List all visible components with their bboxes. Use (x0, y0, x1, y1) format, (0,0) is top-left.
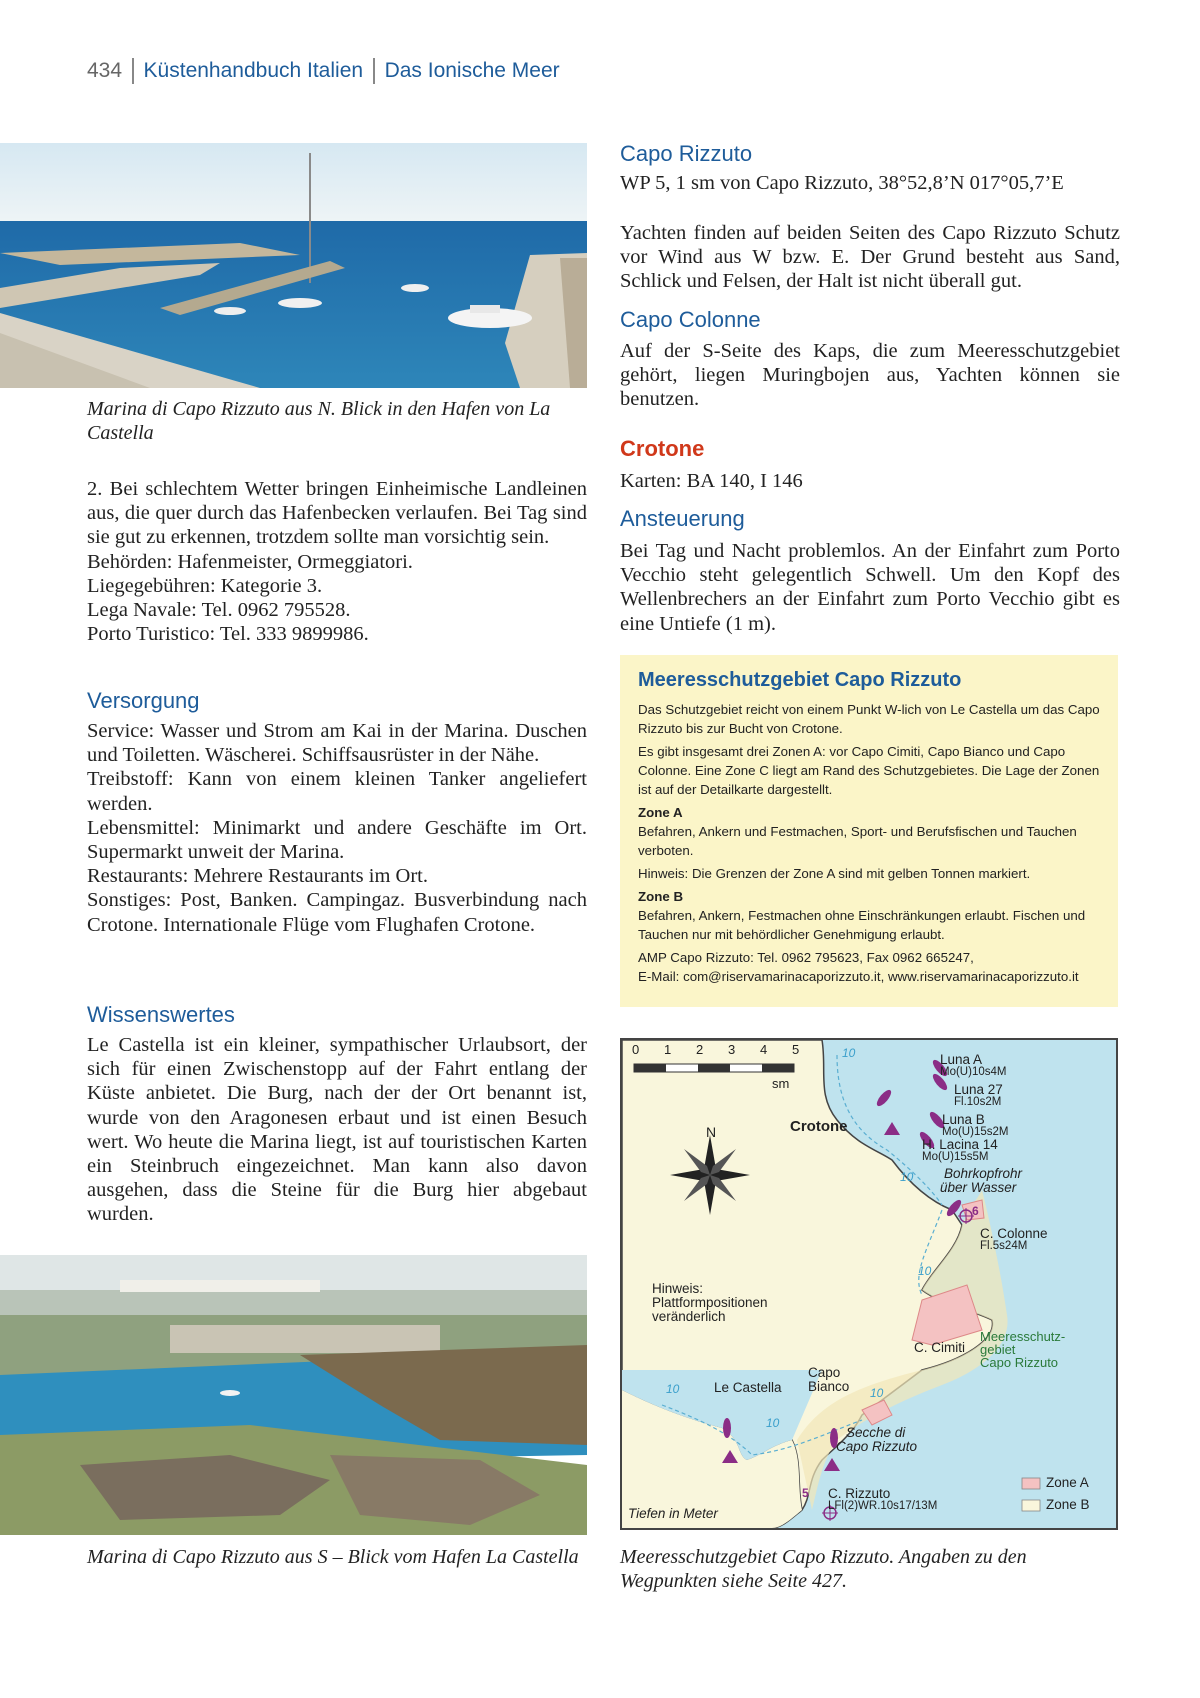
info-box-marine-reserve (620, 655, 1118, 1007)
scale-tick: 1 (664, 1042, 672, 1057)
paragraph: 2. Bei schlechtem Wetter bringen Einheimische Landleinen aus, die quer durch das Hafenbecken verlaufen. Bei Tag sind sie gut zu erkennen, trotzdem sollte man vorsichtig sein. (87, 478, 587, 549)
capo-colonne-text: Auf der S-Seite des Kaps, die zum Meeresschutzgebiet gehört, liegen Muringbojen aus, Yachten können sie benutzen. (620, 340, 1120, 411)
reserve-label: Meeresschutz- (980, 1329, 1066, 1344)
depth-label: 10 (918, 1264, 932, 1278)
contact-line: E-Mail: com@riservamarinacaporizzuto.it, www.riservamarinacaporizzuto.it (638, 969, 1079, 984)
heading-versorgung: Versorgung (87, 688, 200, 713)
paragraph: Restaurants: Mehrere Restaurants im Ort. (87, 865, 429, 888)
paragraph: Service: Wasser und Strom am Kai in der Marina. Duschen und Toiletten. Wäscherei. Schiffsausrüster in der Nähe. (87, 720, 587, 767)
map-caption: Meeresschutzgebiet Capo Rizzuto. Angaben zu den Wegpunkten siehe Seite 427. (620, 1546, 1027, 1592)
scale-unit: sm (772, 1076, 790, 1091)
crotone-charts: Karten: BA 140, I 146 (620, 470, 803, 492)
light-characteristic: Fl.10s2M (954, 1096, 1002, 1108)
photo-caption-north: Marina di Capo Rizzuto aus N. Blick in den Hafen von La Castella (87, 398, 551, 444)
cape-bianco: Bianco (808, 1379, 850, 1394)
paragraph: Behörden: Hafenmeister, Ormeggiatori. (87, 550, 413, 573)
cape-cimiti: C. Cimiti (914, 1340, 965, 1355)
left-intro (87, 477, 587, 646)
legend-zone-a: Zone A (1046, 1475, 1089, 1490)
depth-label: 10 (900, 1170, 914, 1184)
depth-label: 10 (666, 1382, 680, 1396)
heading-wissenswertes: Wissenswertes (87, 1002, 235, 1027)
map-note: veränderlich (652, 1309, 726, 1324)
harbour-photo-north (0, 143, 587, 388)
light-characteristic: Mo(U)15s5M (922, 1151, 989, 1163)
zone-b-heading: Zone B (638, 889, 684, 904)
depth-label: 10 (870, 1386, 884, 1400)
shoal-label: Secche di (846, 1425, 906, 1440)
zone-b-text: Befahren, Ankern, Festmachen ohne Einschränkungen erlaubt. Fischen und Tauchen nur mit behördlicher Genehmigung erlaubt. (638, 908, 1086, 942)
map-note: Plattformpositionen (652, 1295, 768, 1310)
chapter-title: Das Ionische Meer (384, 59, 560, 82)
zone-a-heading: Zone A (638, 805, 683, 820)
light-characteristic: LFl(2)WR.10s17/13M (828, 1500, 938, 1512)
heading-crotone: Crotone (620, 436, 705, 461)
buoy-h-lacina: H. Lacina 14 (922, 1137, 998, 1152)
zone-a-text: Befahren, Ankern und Festmachen, Sport- und Berufsfischen und Tauchen verboten. (638, 824, 1077, 858)
header-divider (132, 58, 134, 84)
info-box-note: Hinweis: Die Grenzen der Zone A sind mit gelben Tonnen markiert. (638, 866, 1031, 881)
paragraph: Le Castella ist ein kleiner, sympathischer Urlaubsort, der sich für einen Zwischenstopp auf der Fahrt entlang der Küste anbietet. Die Burg, nach der der Ort benannt ist, wurde von den Aragonesen erbaut und ist einen Besuch wert. Wo heute die Marina liegt, ist auf touristischen Karten ein Steinbruch eingezeichnet. Man kann also davon ausgehen, dass die Steine für die Burg hier abgebaut wurden. (87, 1034, 587, 1226)
north-label: N (706, 1124, 717, 1140)
cape-rizzuto: C. Rizzuto (828, 1486, 891, 1501)
waypoint-label: 5 (802, 1486, 809, 1500)
scale-tick: 2 (696, 1042, 704, 1057)
paragraph: Porto Turistico: Tel. 333 9899986. (87, 623, 369, 646)
buoy-luna-b: Luna B (942, 1112, 985, 1127)
paragraph: Lebensmittel: Minimarkt und andere Geschäfte im Ort. Supermarkt unweit der Marina. (87, 816, 587, 864)
nautical-map (620, 1038, 1118, 1530)
versorgung-section (87, 719, 587, 937)
light-characteristic: Mo(U)10s4M (940, 1066, 1007, 1078)
map-note: Hinweis: (652, 1281, 704, 1296)
obstruction-note: über Wasser (940, 1180, 1017, 1195)
paragraph: Sonstiges: Post, Banken. Campingaz. Busverbindung nach Crotone. Internationale Flüge vom Flughafen Crotone. (87, 889, 587, 936)
place-crotone: Crotone (790, 1118, 848, 1135)
paragraph: Treibstoff: Kann von einem kleinen Tanker angeliefert werden. (87, 768, 587, 815)
obstruction-note: Bohrkopfrohr (944, 1166, 1023, 1181)
heading-ansteuerung: Ansteuerung (620, 506, 745, 531)
reserve-label: Capo Rizzuto (980, 1355, 1059, 1370)
paragraph: Liegegebühren: Kategorie 3. (87, 574, 323, 597)
heading-capo-colonne: Capo Colonne (620, 307, 761, 332)
harbour-photo-south (0, 1255, 587, 1535)
reserve-label: gebiet (980, 1342, 1016, 1357)
waypoint-label: 6 (972, 1204, 979, 1218)
buoy-luna-a: Luna A (940, 1052, 983, 1067)
buoy-luna-27: Luna 27 (954, 1082, 1003, 1097)
scale-tick: 3 (728, 1042, 736, 1057)
wissenswertes-section (87, 1033, 587, 1227)
light-characteristic: Mo(U)15s2M (942, 1126, 1009, 1138)
ansteuerung-text: Bei Tag und Nacht problemlos. An der Einfahrt zum Porto Vecchio steht gelegentlich Schwell. Um den Kopf des Wellenbrechers an der Einfahrt zum Porto Vecchio gibt es eine Untiefe (1 m). (620, 540, 1120, 635)
heading-capo-rizzuto: Capo Rizzuto (620, 141, 753, 166)
light-characteristic: Fl.5s24M (980, 1240, 1028, 1252)
depth-label: 10 (766, 1416, 780, 1430)
running-header (87, 58, 560, 84)
depth-label: 10 (842, 1046, 856, 1060)
capo-rizzuto-text: Yachten finden auf beiden Seiten des Capo Rizzuto Schutz vor Wind aus W bzw. E. Der Grund besteht aus Sand, Schlick und Felsen, der Halt ist nicht überall gut. (620, 222, 1120, 293)
legend-zone-b: Zone B (1046, 1497, 1090, 1512)
info-box-paragraph: Das Schutzgebiet reicht von einem Punkt W-lich von Le Castella um das Capo Rizzuto bis zur Bucht von Crotone. (638, 702, 1100, 736)
photo-caption-south: Marina di Capo Rizzuto aus S – Blick vom Hafen La Castella (87, 1546, 579, 1568)
info-box-title: Meeresschutzgebiet Capo Rizzuto (638, 669, 962, 691)
paragraph: Lega Navale: Tel. 0962 795528. (87, 599, 351, 622)
scale-tick: 5 (792, 1042, 800, 1057)
info-box-paragraph: Es gibt insgesamt drei Zonen A: vor Capo Cimiti, Capo Bianco und Capo Colonne. Eine Zone C liegt am Rand des Schutzgebietes. Die Lage der Zonen ist auf der Detailkarte dargestellt. (638, 744, 1100, 797)
place-le-castella: Le Castella (714, 1380, 782, 1395)
contact-line: AMP Capo Rizzuto: Tel. 0962 795623, Fax 0962 665247, (638, 950, 974, 965)
book-title: Küstenhandbuch Italien (143, 59, 364, 82)
waypoint-line: WP 5, 1 sm von Capo Rizzuto, 38°52,8’N 017°05,7’E (620, 172, 1064, 194)
page-number: 434 (87, 59, 123, 82)
scale-tick: 0 (632, 1042, 640, 1057)
cape-colonne: C. Colonne (980, 1226, 1048, 1241)
header-divider (373, 58, 375, 84)
cape-bianco: Capo (808, 1365, 841, 1380)
scale-tick: 4 (760, 1042, 768, 1057)
shoal-label: Capo Rizzuto (836, 1439, 918, 1454)
depth-unit-note: Tiefen in Meter (628, 1506, 718, 1521)
